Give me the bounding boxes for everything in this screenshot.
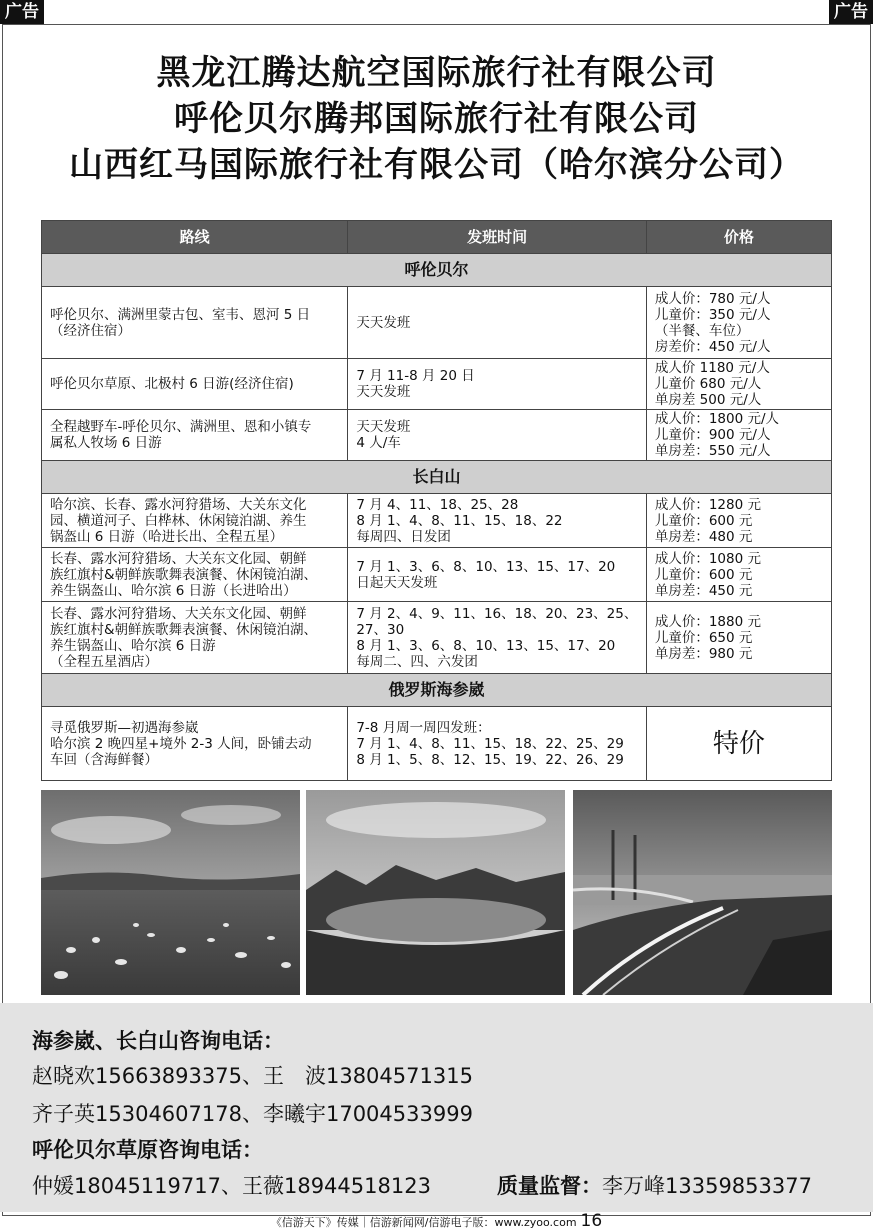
route-cell-line: 长春、露水河狩猎场、大关东文化园、朝鲜: [50, 550, 307, 567]
contact-panel: [0, 1003, 873, 1212]
section-row: [42, 461, 832, 494]
ad-tag-right: 广告: [829, 0, 873, 24]
company-title-3: 山西红马国际旅行社有限公司（哈尔滨分公司）: [69, 145, 804, 185]
route-cell-line: 呼伦贝尔、满洲里蒙古包、室韦、恩河 5 日: [50, 306, 311, 323]
contact-line-2: 齐子英15304607178、李曦宇17004533999: [32, 1102, 473, 1126]
route-cell: [42, 410, 348, 461]
schedule-cell-line: 每周二、四、六发团: [356, 653, 478, 670]
price-cell-line: 成人价 1180 元/人: [654, 360, 770, 376]
route-cell-line: 族红旗村&朝鲜族歌舞表演餐、休闲镜泊湖、: [50, 566, 318, 583]
price-cell: [646, 359, 831, 410]
quality-label: 质量监督：: [497, 1174, 602, 1198]
price-cell: [646, 548, 831, 602]
schedule-cell-line: 7-8 月周一周四发班：: [356, 719, 491, 736]
route-cell: [42, 548, 348, 602]
schedule-cell-line: 天天发班: [356, 384, 411, 400]
company-title-2: 呼伦贝尔腾邦国际旅行社有限公司: [174, 99, 699, 139]
schedule-cell-line: 每周四、日发团: [356, 528, 451, 545]
price-cell-line: 房差价：450 元/人: [654, 338, 771, 355]
table-row: [42, 410, 832, 461]
price-cell-line: 儿童价：350 元/人: [654, 306, 771, 323]
schedule-cell-line: 7 月 2、4、9、11、16、18、20、23、25、: [356, 605, 638, 622]
contact-line-3: 仲媛18045119717、王薇18944518123: [32, 1174, 431, 1198]
schedule-cell: [348, 359, 647, 410]
route-cell-line: 寻觅俄罗斯—初遇海参崴: [50, 719, 199, 736]
route-cell-line: 养生锅盔山、哈尔滨 6 日游（长进哈出）: [50, 582, 297, 599]
route-cell: [42, 602, 348, 674]
price-cell-line: 儿童价：600 元: [654, 512, 753, 529]
schedule-cell-line: 7 月 1、4、8、11、15、18、22、25、29: [356, 735, 624, 752]
schedule-cell-line: 日起天天发班: [356, 574, 438, 591]
price-cell-line: 单房差：480 元: [654, 528, 753, 545]
schedule-cell: [348, 548, 647, 602]
ad-tag-left: 广告: [0, 0, 44, 24]
schedule-cell-line: 8 月 1、4、8、11、15、18、22: [356, 512, 563, 529]
route-cell-line: 园、横道河子、白桦林、休闲镜泊湖、养生: [50, 512, 307, 529]
route-cell-line: （经济住宿）: [50, 322, 131, 339]
table-row: [42, 602, 832, 674]
company-titles: [0, 50, 873, 188]
route-cell-line: 养生锅盔山、哈尔滨 6 日游: [50, 637, 216, 654]
route-cell: [42, 494, 348, 548]
route-cell: [42, 359, 348, 410]
route-cell-line: 哈尔滨、长春、露水河狩猎场、大关东文化: [50, 496, 307, 513]
section-title: 呼伦贝尔: [42, 254, 832, 287]
price-cell: [646, 707, 831, 781]
quality-supervision: [497, 1170, 812, 1200]
schedule-cell-line: 7 月 11-8 月 20 日: [356, 368, 475, 384]
schedule-cell: [348, 707, 647, 781]
table-row: [42, 287, 832, 359]
schedule-cell-line: 4 人/车: [356, 435, 401, 451]
schedule-cell-line: 7 月 1、3、6、8、10、13、15、17、20: [356, 558, 616, 575]
price-cell: [646, 494, 831, 548]
route-cell-line: （全程五星酒店）: [50, 653, 158, 670]
contact-heading-seaside: 海参崴、长白山咨询电话：: [32, 1029, 284, 1053]
price-cell-line: 儿童价：600 元: [654, 566, 753, 583]
company-title-1: 黑龙江腾达航空国际旅行社有限公司: [156, 53, 717, 93]
header-schedule: 发班时间: [348, 221, 647, 254]
table-row: [42, 548, 832, 602]
photo-strip: [41, 790, 832, 995]
route-cell-line: 哈尔滨 2 晚四星+境外 2-3 人间，卧铺去动: [50, 735, 312, 752]
footer-text: 《信游天下》传媒｜信游新闻网/信游电子版：www.zyoo.com: [270, 1216, 577, 1229]
price-cell-line: 成人价：1880 元: [654, 613, 761, 630]
quality-value: 李万峰13359853377: [602, 1174, 812, 1198]
price-cell-line: 单房差：980 元: [654, 645, 753, 662]
table-header-row: [42, 221, 832, 254]
price-cell-line: 单房差：450 元: [654, 582, 753, 599]
price-cell-line: 成人价：1280 元: [654, 496, 761, 513]
schedule-cell-line: 8 月 1、3、6、8、10、13、15、17、20: [356, 637, 616, 654]
grassland-sheep-photo: [41, 790, 300, 995]
vladivostok-bridge-photo: [573, 790, 832, 995]
schedule-cell: [348, 494, 647, 548]
route-cell-line: 锅盔山 6 日游（哈进长出、全程五星）: [50, 528, 284, 545]
route-cell-line: 全程越野车-呼伦贝尔、满洲里、恩和小镇专: [50, 419, 312, 435]
page-footer: [0, 1213, 873, 1231]
schedule-cell-line: 天天发班: [356, 419, 411, 435]
contact-heading-hulunbuir: 呼伦贝尔草原咨询电话：: [32, 1138, 263, 1162]
route-cell-line: 属私人牧场 6 日游: [50, 435, 162, 451]
route-table-body: [42, 254, 832, 781]
route-cell: [42, 707, 348, 781]
schedule-cell-line: 7 月 4、11、18、25、28: [356, 496, 519, 513]
price-cell-line: 成人价：1800 元/人: [654, 411, 780, 427]
route-cell-line: 长春、露水河狩猎场、大关东文化园、朝鲜: [50, 605, 307, 622]
price-cell-line: 儿童价：900 元/人: [654, 427, 771, 443]
page-number: 16: [580, 1211, 603, 1231]
table-row: [42, 707, 832, 781]
table-row: [42, 494, 832, 548]
table-row: [42, 359, 832, 410]
schedule-cell-line: 27、30: [356, 621, 405, 638]
route-cell-line: 车回（含海鲜餐）: [50, 751, 158, 768]
section-title: 长白山: [42, 461, 832, 494]
price-cell: [646, 410, 831, 461]
schedule-cell: [348, 410, 647, 461]
section-row: [42, 674, 832, 707]
header-price: 价格: [646, 221, 831, 254]
price-cell-line: 儿童价 680 元/人: [654, 376, 762, 392]
schedule-cell: [348, 287, 647, 359]
price-cell: [646, 287, 831, 359]
schedule-cell-line: 天天发班: [356, 314, 411, 331]
price-cell-line: （半餐、车位）: [654, 322, 750, 339]
schedule-cell-line: 8 月 1、5、8、12、15、19、22、26、29: [356, 751, 624, 768]
section-row: [42, 254, 832, 287]
price-cell-line: 成人价：780 元/人: [654, 290, 771, 307]
contact-line-1: 赵晓欢15663893375、王 波13804571315: [32, 1064, 473, 1088]
header-route: 路线: [42, 221, 348, 254]
price-cell-line: 儿童价：650 元: [654, 629, 753, 646]
changbai-lake-photo: [306, 790, 565, 995]
price-cell-line: 单房差：550 元/人: [654, 443, 771, 459]
route-cell-line: 呼伦贝尔草原、北极村 6 日游(经济住宿): [50, 376, 294, 392]
price-cell-line: 成人价：1080 元: [654, 550, 761, 567]
route-cell-line: 族红旗村&朝鲜族歌舞表演餐、休闲镜泊湖、: [50, 621, 318, 638]
route-table: [41, 220, 832, 781]
schedule-cell: [348, 602, 647, 674]
section-title: 俄罗斯海参崴: [42, 674, 832, 707]
price-cell-line: 单房差 500 元/人: [654, 392, 762, 408]
price-cell-line: 特价: [712, 728, 765, 759]
route-cell: [42, 287, 348, 359]
price-cell: [646, 602, 831, 674]
